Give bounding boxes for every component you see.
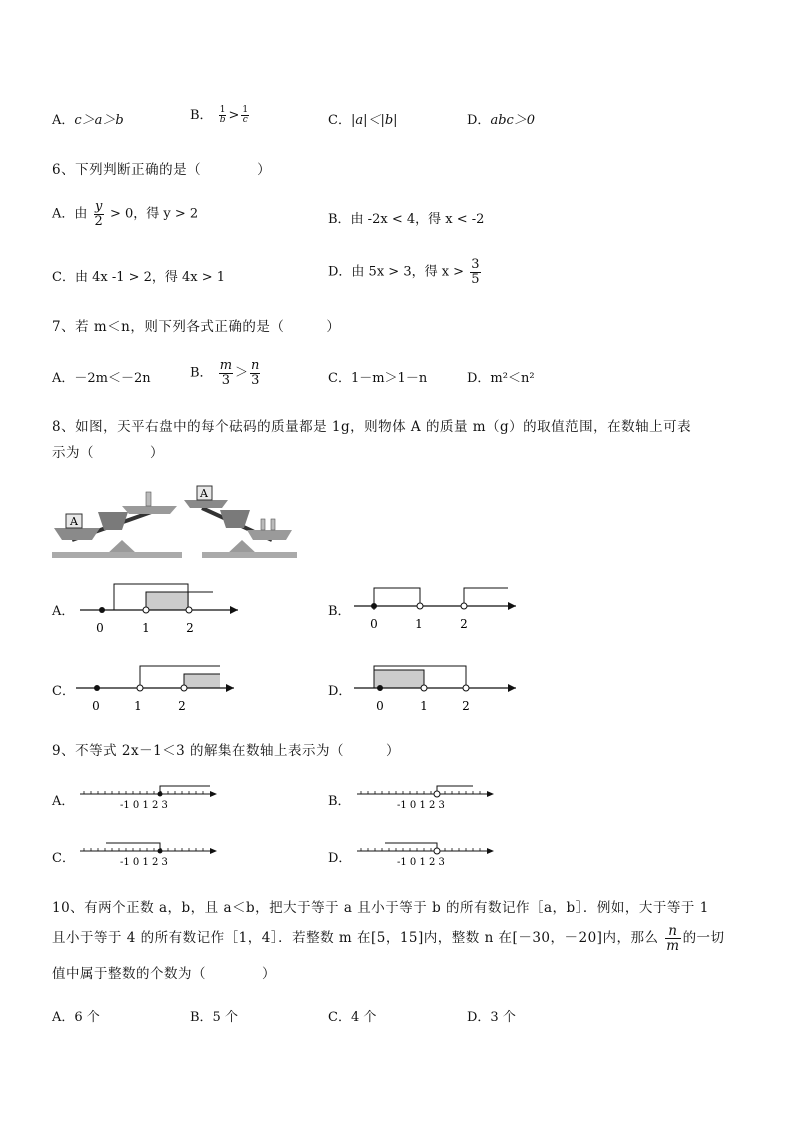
q6-option-b: B．由 -2x < 4，得 x < -2: [328, 212, 485, 227]
open-point: [137, 685, 143, 691]
denominator: 3: [221, 372, 230, 388]
denominator: 5: [471, 271, 480, 287]
range-bracket: [374, 588, 420, 610]
arrow-icon: [226, 684, 234, 692]
q10-line3: 值中属于整数的个数为（ ）: [52, 966, 276, 982]
q8-option-c-number-line: [70, 658, 245, 718]
weight: [146, 492, 151, 506]
q8-option-b-letter: B．: [328, 604, 351, 619]
open-point: [463, 685, 469, 691]
q9-option-d-number-line: [355, 839, 500, 869]
denominator: m: [666, 938, 680, 955]
denominator: 2: [94, 213, 103, 229]
left-pan: [54, 528, 100, 540]
q10-line1: 10、有两个正数 a，b，且 a＜b，把大于等于 a 且小于等于 b 的所有数记作［a，b］．例如，大于等于 1: [52, 900, 709, 916]
q8-stem-line2: 示为（ ）: [52, 445, 164, 461]
q10-option-a: A．6 个: [52, 1010, 100, 1025]
balance-scales-figure: [52, 482, 297, 560]
q8-stem-line1: 8、如图，天平右盘中的每个砝码的质量都是 1g，则物体 A 的质量 m（g）的取值范围，在数轴上可表: [52, 419, 692, 435]
open-point: [461, 603, 467, 609]
text-segment: 的一切: [682, 930, 725, 947]
q9-option-b-letter: B．: [328, 794, 351, 809]
tick-label: 1: [415, 617, 423, 631]
platform: [52, 552, 182, 558]
open-point: [421, 685, 427, 691]
weight: [261, 519, 265, 530]
option-letter: D．: [467, 113, 491, 128]
tick-label: 0: [92, 699, 100, 713]
q5-option-c: [328, 109, 398, 128]
range-bracket: [437, 786, 473, 794]
solid-point: [158, 849, 163, 854]
fraction: [665, 924, 680, 953]
open-point: [181, 685, 187, 691]
shaded-region: [184, 674, 220, 688]
tick-label: 2: [462, 699, 470, 713]
solid-point: [99, 607, 105, 613]
option-letter: B．: [190, 108, 213, 123]
arrow-icon: [487, 848, 494, 854]
center-cup: [220, 510, 250, 528]
tick-label: 0: [370, 617, 378, 631]
shaded-region: [146, 592, 189, 610]
q8-option-d-number-line: [348, 658, 523, 718]
q8-option-d-letter: D．: [328, 684, 352, 699]
option-letter: B．: [190, 365, 213, 381]
q8-option-a-letter: A．: [52, 604, 75, 619]
numerator: 1: [242, 104, 249, 115]
open-point: [186, 607, 192, 613]
text-segment: 且小于等于 4 的所有数记作［1，4］．若整数 m 在[5，15]内，整数 n 在[－30，－20]内，那么: [52, 930, 659, 947]
solid-point: [371, 603, 377, 609]
arrow-icon: [210, 791, 217, 797]
q7-option-d: D．m²＜n²: [467, 371, 535, 386]
option-text: > 0，得 y > 2: [109, 206, 199, 222]
tick-label: 2: [178, 699, 186, 713]
q9-option-d-letter: D．: [328, 851, 352, 866]
q10-option-c: C．4 个: [328, 1010, 377, 1025]
fraction: [241, 106, 249, 126]
open-point: [143, 607, 149, 613]
base: [107, 540, 137, 554]
fraction: [470, 258, 480, 286]
numerator: 3: [471, 257, 480, 272]
q9-option-c-letter: C．: [52, 851, 75, 866]
range-bracket: [160, 786, 210, 794]
arrow-icon: [508, 684, 516, 692]
q7-stem: 7、若 m＜n，则下列各式正确的是（ ）: [52, 319, 341, 335]
q8-option-b-number-line: [348, 578, 523, 638]
operator: >: [228, 108, 240, 123]
right-pan: [247, 530, 292, 540]
right-pan: [122, 506, 177, 514]
numerator: 1: [219, 104, 226, 115]
option-letter: A．: [52, 113, 75, 128]
tick-label: 2: [186, 621, 194, 635]
arrow-icon: [210, 848, 217, 854]
tick-label: 2: [460, 617, 468, 631]
box-label: A: [200, 487, 208, 500]
range-bracket: [385, 843, 437, 848]
denominator: 3: [251, 372, 260, 388]
option-text: |a|＜|b|: [350, 113, 398, 128]
q6-option-a: [52, 200, 198, 228]
q5-option-a: [52, 109, 124, 128]
weight: [271, 519, 275, 530]
numerator: n: [665, 924, 680, 939]
option-text: A．由: [52, 206, 88, 222]
left-balance: [52, 492, 182, 558]
q9-option-a-number-line: [78, 782, 223, 812]
denominator: b: [219, 115, 226, 125]
solid-point: [158, 792, 163, 797]
q7-option-c: C．1－m＞1－n: [328, 371, 428, 386]
q9-stem: 9、不等式 2x－1＜3 的解集在数轴上表示为（ ）: [52, 743, 401, 759]
q10-option-b: B．5 个: [190, 1010, 238, 1025]
tick-label: 0: [96, 621, 104, 635]
numerator: y: [94, 199, 103, 214]
arrow-icon: [230, 606, 238, 614]
fraction: [250, 359, 260, 387]
tick-label: 1: [142, 621, 150, 635]
q5-option-b: [190, 104, 251, 125]
axis-labels: -1 0 1 2 3: [120, 857, 168, 868]
denominator: c: [242, 115, 248, 125]
q6-option-c: C．由 4x -1 > 2，得 4x > 1: [52, 270, 226, 285]
open-point: [434, 848, 440, 854]
q9-option-b-number-line: [355, 782, 500, 812]
solid-point: [94, 685, 100, 691]
q6-stem: 6、下列判断正确的是（ ）: [52, 162, 272, 178]
tick-label: 1: [134, 699, 142, 713]
numerator: n: [251, 358, 260, 373]
option-text: D．由 5x > 3，得 x >: [328, 264, 465, 280]
fraction: [94, 200, 104, 228]
fraction: [219, 106, 227, 126]
tick-label: 1: [420, 699, 428, 713]
q10-option-d: D．3 个: [467, 1010, 516, 1025]
q9-option-a-letter: A．: [52, 794, 75, 809]
q8-option-a-number-line: [70, 578, 245, 638]
option-letter: C．: [328, 113, 351, 128]
operator: ＞: [235, 365, 249, 381]
open-point: [417, 603, 423, 609]
axis-labels: -1 0 1 2 3: [120, 800, 168, 811]
q5-option-d: [467, 109, 535, 128]
option-text: c＞a＞b: [74, 113, 124, 128]
platform: [202, 552, 297, 558]
tick-label: 0: [376, 699, 384, 713]
numerator: m: [219, 358, 233, 373]
range-bracket: [464, 588, 508, 606]
base: [227, 540, 257, 554]
arrow-icon: [508, 602, 516, 610]
left-pan: [184, 500, 228, 508]
axis-labels: -1 0 1 2 3: [397, 857, 445, 868]
arrow-icon: [487, 791, 494, 797]
q7-option-b: [190, 359, 262, 387]
right-balance: [184, 486, 297, 558]
open-point: [434, 791, 440, 797]
q7-option-a: A．－2m＜－2n: [52, 371, 151, 386]
shaded-region: [374, 670, 424, 688]
q9-option-c-number-line: [78, 839, 223, 869]
q6-option-d: [328, 258, 483, 286]
box-label: A: [70, 515, 78, 528]
solid-point: [377, 685, 383, 691]
fraction: [219, 359, 233, 387]
q8-option-c-letter: C．: [52, 684, 75, 699]
option-text: abc＞0: [490, 113, 536, 128]
axis-labels: -1 0 1 2 3: [397, 800, 445, 811]
q10-line2: [52, 924, 725, 953]
